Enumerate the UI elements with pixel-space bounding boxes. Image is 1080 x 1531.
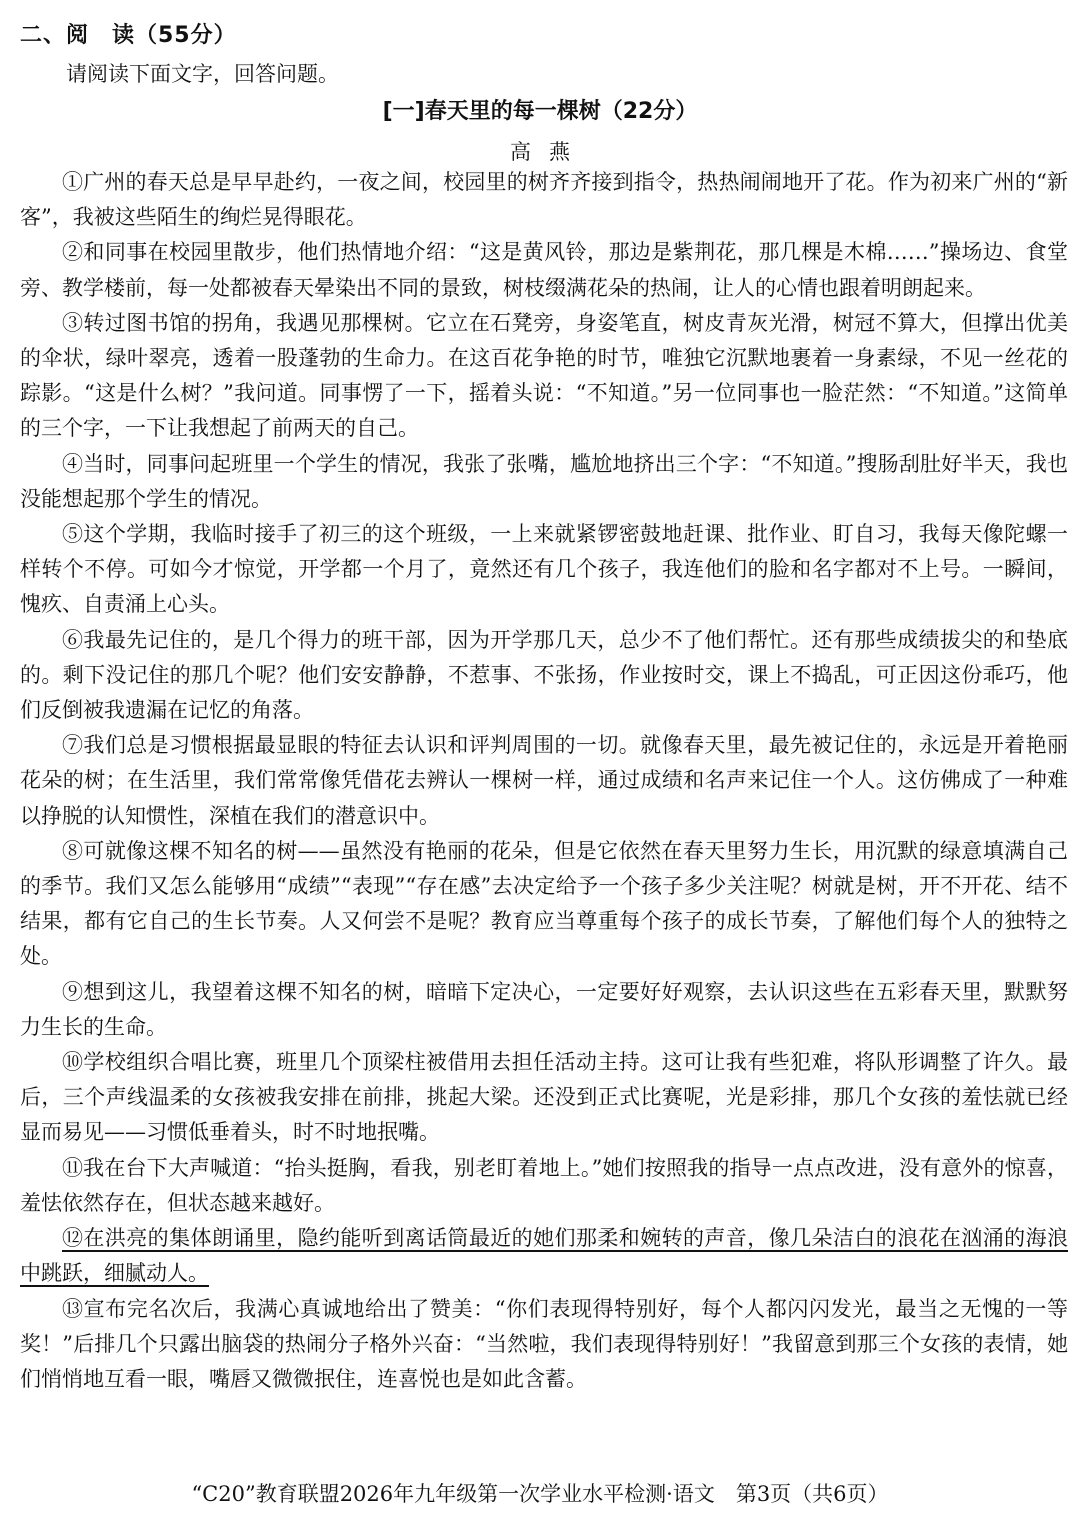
reading-instruction: 请阅读下面文字，回答问题。 <box>66 62 339 86</box>
article-author: 高燕 <box>510 140 588 164</box>
paragraph-12-underlined <box>20 1221 1068 1291</box>
paragraph-3: ③转过图书馆的拐角，我遇见那棵树。它立在石凳旁，身姿笔直，树皮青灰光滑，树冠不算大，但撑出优美的伞状，绿叶翠亮，透着一股蓬勃的生命力。在这百花争艳的时节，唯独它沉默地裹着一身素绿，不见一丝花的踪影。“这是什么树？”我问道。同事愣了一下，摇着头说：“不知道。”另一位同事也一脸茫然：“不知道。”这简单的三个字，一下让我想起了前两天的自己。 <box>20 310 1068 441</box>
paragraph-13: ⑬宣布完名次后，我满心真诚地给出了赞美：“你们表现得特别好，每个人都闪闪发光，最当之无愧的一等奖！”后排几个只露出脑袋的热闹分子格外兴奋：“当然啦，我们表现得特别好！”我留意到那三个女孩的表情，她们悄悄地互看一眼，嘴唇又微微抿住，连喜悦也是如此含蓄。 <box>20 1296 1068 1391</box>
article-body <box>20 165 1068 1397</box>
paragraph-4: ④当时，同事问起班里一个学生的情况，我张了张嘴，尴尬地挤出三个字：“不知道。”搜肠刮肚好半天，我也没能想起那个学生的情况。 <box>20 451 1068 511</box>
paragraph-5: ⑤这个学期，我临时接手了初三的这个班级，一上来就紧锣密鼓地赶课、批作业、盯自习，我每天像陀螺一样转个不停。可如今才惊觉，开学都一个月了，竟然还有几个孩子，我连他们的脸和名字都对不上号。一瞬间，愧疚、自责涌上心头。 <box>20 522 1068 617</box>
paragraph-1: ①广州的春天总是早早赴约，一夜之间，校园里的树齐齐接到指令，热热闹闹地开了花。作为初来广州的“新客”，我被这些陌生的绚烂晃得眼花。 <box>20 170 1068 230</box>
paragraph-6: ⑥我最先记住的，是几个得力的班干部，因为开学那几天，总少不了他们帮忙。还有那些成绩拔尖的和垫底的。剩下没记住的那几个呢？他们安安静静，不惹事、不张扬，作业按时交，课上不捣乱，可正因这份乖巧，他们反倒被我遗漏在记忆的角落。 <box>20 627 1068 723</box>
article-title: [一]春天里的每一棵树（22分） <box>382 99 698 124</box>
section-heading: 二、阅 读（55分） <box>20 23 237 48</box>
underlined-sentence: ⑫在洪亮的集体朗诵里，隐约能听到离话筒最近的她们那柔和婉转的声音，像几朵洁白的浪花在汹涌的海浪中跳跃，细腻动人。 <box>20 1226 1068 1286</box>
paragraph-7: ⑦我们总是习惯根据最显眼的特征去认识和评判周围的一切。就像春天里，最先被记住的，永远是开着艳丽花朵的树；在生活里，我们常常像凭借花去辨认一棵树一样，通过成绩和名声来记住一个人。这仿佛成了一种难以挣脱的认知惯性，深植在我们的潜意识中。 <box>20 733 1068 828</box>
paragraph-11: ⑪我在台下大声喊道：“抬头挺胸，看我，别老盯着地上。”她们按照我的指导一点点改进，没有意外的惊喜，羞怯依然存在，但状态越来越好。 <box>20 1155 1068 1215</box>
paragraph-8: ⑧可就像这棵不知名的树——虽然没有艳丽的花朵，但是它依然在春天里努力生长，用沉默的绿意填满自己的季节。我们又怎么能够用“成绩”“表现”“存在感”去决定给予一个孩子多少关注呢？树就是树，开不开花、结不结果，都有它自己的生长节奏。人又何尝不是呢？教育应当尊重每个孩子的成长节奏，了解他们每个人的独特之处。 <box>20 838 1068 969</box>
paragraph-10: ⑩学校组织合唱比赛，班里几个顶梁柱被借用去担任活动主持。这可让我有些犯难，将队形调整了许久。最后，三个声线温柔的女孩被我安排在前排，挑起大梁。还没到正式比赛呢，光是彩排，那几个女孩的羞怯就已经显而易见——习惯低垂着头，时不时地抿嘴。 <box>20 1050 1068 1145</box>
paragraph-2: ②和同事在校园里散步，他们热情地介绍：“这是黄风铃，那边是紫荆花，那几棵是木棉……”操场边、食堂旁、教学楼前，每一处都被春天晕染出不同的景致，树枝缀满花朵的热闹，让人的心情也跟着明朗起来。 <box>20 240 1068 300</box>
paragraph-9: ⑨想到这儿，我望着这棵不知名的树，暗暗下定决心，一定要好好观察，去认识这些在五彩春天里，默默努力生长的生命。 <box>20 979 1068 1039</box>
page-footer: “C20”教育联盟2026年九年级第一次学业水平检测·语文 第3页（共6页） <box>191 1482 889 1506</box>
